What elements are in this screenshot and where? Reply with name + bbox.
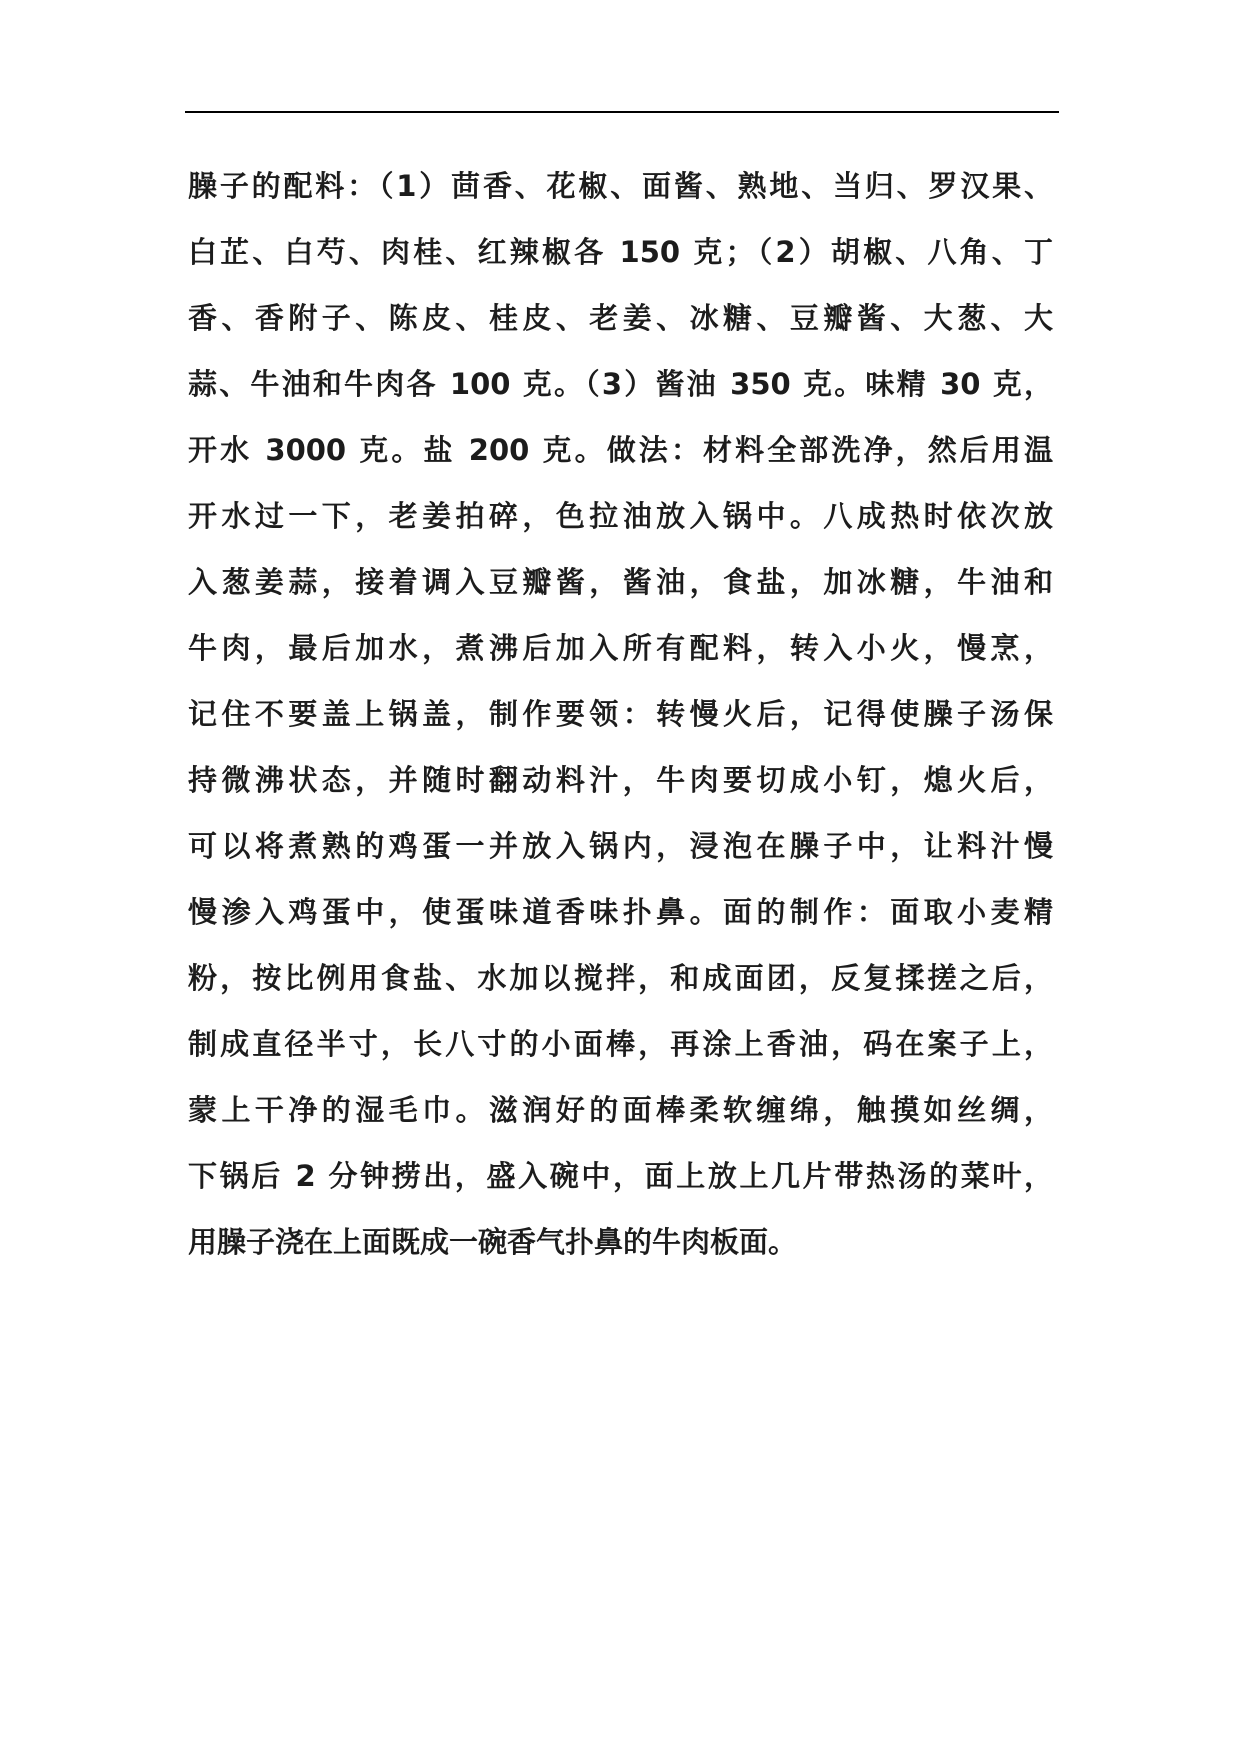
paragraph-line: 记住不要盖上锅盖，制作要领：转慢火后，记得使臊子汤保 — [188, 697, 1053, 731]
paragraph-line: 可以将煮熟的鸡蛋一并放入锅内，浸泡在臊子中，让料汁慢 — [188, 829, 1053, 863]
paragraph-line: 持微沸状态，并随时翻动料汁，牛肉要切成小钉，熄火后， — [188, 763, 1053, 797]
paragraph-line: 臊子的配料：（1）茴香、花椒、面酱、熟地、当归、罗汉果、 — [188, 169, 1053, 203]
paragraph-line: 开水过一下，老姜拍碎，色拉油放入锅中。八成热时依次放 — [188, 499, 1053, 533]
paragraph-line: 下锅后 2 分钟捞出，盛入碗中，面上放上几片带热汤的菜叶， — [188, 1159, 1053, 1193]
paragraph-line: 蒜、牛油和牛肉各 100 克。（3）酱油 350 克。味精 30 克， — [188, 367, 1053, 401]
paragraph-line: 香、香附子、陈皮、桂皮、老姜、冰糖、豆瓣酱、大葱、大 — [188, 301, 1053, 335]
paragraph-line: 入葱姜蒜，接着调入豆瓣酱，酱油，食盐，加冰糖，牛油和 — [188, 565, 1053, 599]
paragraph-line: 开水 3000 克。盐 200 克。做法：材料全部洗净，然后用温 — [188, 433, 1053, 467]
paragraph-line: 慢渗入鸡蛋中，使蛋味道香味扑鼻。面的制作：面取小麦精 — [188, 895, 1053, 929]
body-paragraph — [188, 153, 1053, 1275]
paragraph-line: 牛肉，最后加水，煮沸后加入所有配料，转入小火，慢烹， — [188, 631, 1053, 665]
paragraph-line: 用臊子浇在上面既成一碗香气扑鼻的牛肉板面。 — [188, 1225, 798, 1259]
header-rule — [185, 111, 1059, 113]
paragraph-line: 制成直径半寸，长八寸的小面棒，再涂上香油，码在案子上， — [188, 1027, 1053, 1061]
paragraph-line: 白芷、白芍、肉桂、红辣椒各 150 克；（2）胡椒、八角、丁 — [188, 235, 1053, 269]
paragraph-line: 蒙上干净的湿毛巾。滋润好的面棒柔软缠绵，触摸如丝绸， — [188, 1093, 1053, 1127]
paragraph-line: 粉，按比例用食盐、水加以搅拌，和成面团，反复揉搓之后， — [188, 961, 1053, 995]
